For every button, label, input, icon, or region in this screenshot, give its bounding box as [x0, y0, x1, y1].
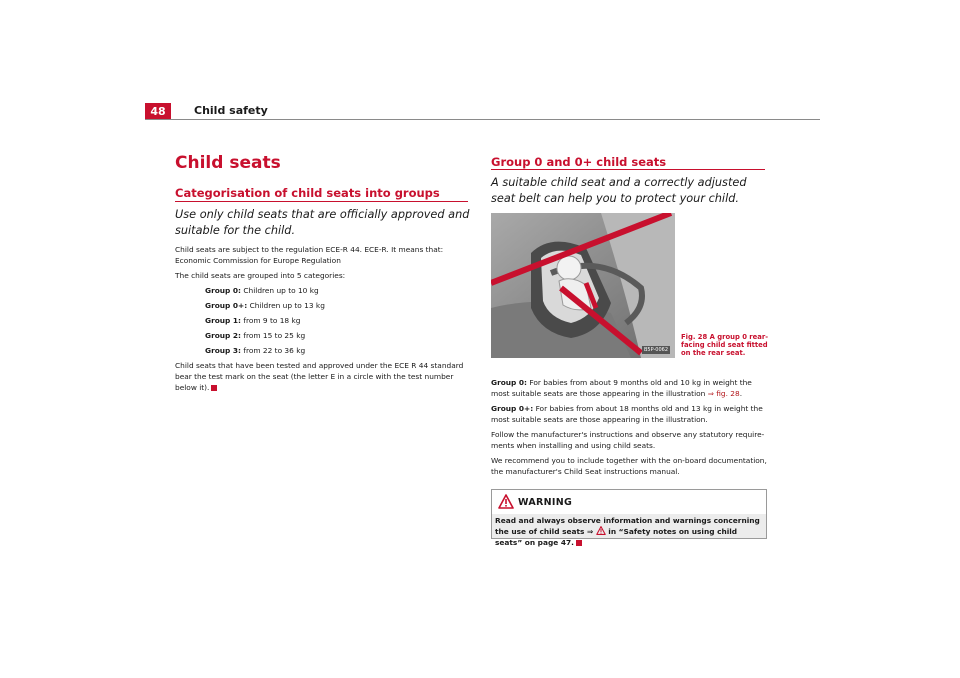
list-item: Group 0: Children up to 10 kg: [205, 286, 319, 295]
figure-tag: B5P-0062: [643, 347, 668, 353]
closing-paragraph: Child seats that have been tested and approved under the ECE R 44 standard bear the test mark on the seat (the letter E in a circle with the test number below it).: [175, 361, 464, 392]
group-0-paragraph: Group 0: For babies from about 9 months old and 10 kg in weight the most suitable seats are those appearing in the illustration ⇒ fig. 28.: [491, 378, 752, 398]
end-of-section-icon: [211, 385, 217, 391]
list-item: Group 2: from 15 to 25 kg: [205, 331, 306, 340]
warning-triangle-icon: [498, 494, 514, 509]
list-item: Group 0+: Children up to 13 kg: [205, 301, 325, 310]
warning-box: [491, 489, 767, 547]
end-of-section-icon: [576, 540, 582, 546]
figure-caption: Fig. 28 A group 0 rear-facing child seat fitted on the rear seat.: [681, 333, 769, 357]
groups-intro: The child seats are grouped into 5 categories:: [175, 271, 346, 280]
subsection-divider: [491, 169, 765, 170]
group-0plus-paragraph: Group 0+: For babies from about 18 months old and 13 kg in weight the most suitable seats are those appearing in the illustration.: [491, 404, 763, 424]
warning-triangle-icon: [596, 526, 606, 535]
warning-text: Read and always observe information and warnings concerning the use of child seats ⇒ in “Safety notes on using child seats” on page 47.: [495, 516, 760, 547]
documentation-paragraph: We recommend you to include together with the on-board documentation, the manufacturer's Child Seat instructions manual.: [491, 456, 767, 476]
body-left: [175, 244, 471, 397]
list-item: Group 1: from 9 to 18 kg: [205, 316, 301, 325]
child-seat-figure: [491, 213, 675, 358]
warning-header: [492, 490, 766, 514]
header-divider: [145, 119, 820, 120]
section-title: Child safety: [194, 104, 268, 117]
body-right: [491, 377, 769, 481]
figure-link[interactable]: ⇒ fig. 28: [707, 389, 740, 398]
instructions-paragraph: Follow the manufacturer's instructions and observe any statutory requirements when installing and using child seats.: [491, 430, 765, 450]
page-title: Child seats: [175, 153, 281, 173]
subsection-heading-group-0: Group 0 and 0+ child seats: [491, 155, 667, 169]
warning-title: WARNING: [518, 497, 573, 508]
intro-paragraph: Child seats are subject to the regulation ECE-R 44. ECE-R. It means that: Economic Commission for Europe Regulation: [175, 245, 444, 265]
page-number: 48: [145, 103, 171, 120]
list-item: Group 3: from 22 to 36 kg: [205, 346, 306, 355]
lead-text-left: Use only child seats that are officially approved and suitable for the child.: [175, 208, 470, 237]
lead-text-right: A suitable child seat and a correctly adjusted seat belt can help you to protect your child.: [491, 176, 747, 205]
child-seat-illustration: [491, 213, 675, 358]
subsection-divider: [175, 201, 468, 202]
subsection-heading-groups: Categorisation of child seats into groups: [175, 186, 440, 200]
